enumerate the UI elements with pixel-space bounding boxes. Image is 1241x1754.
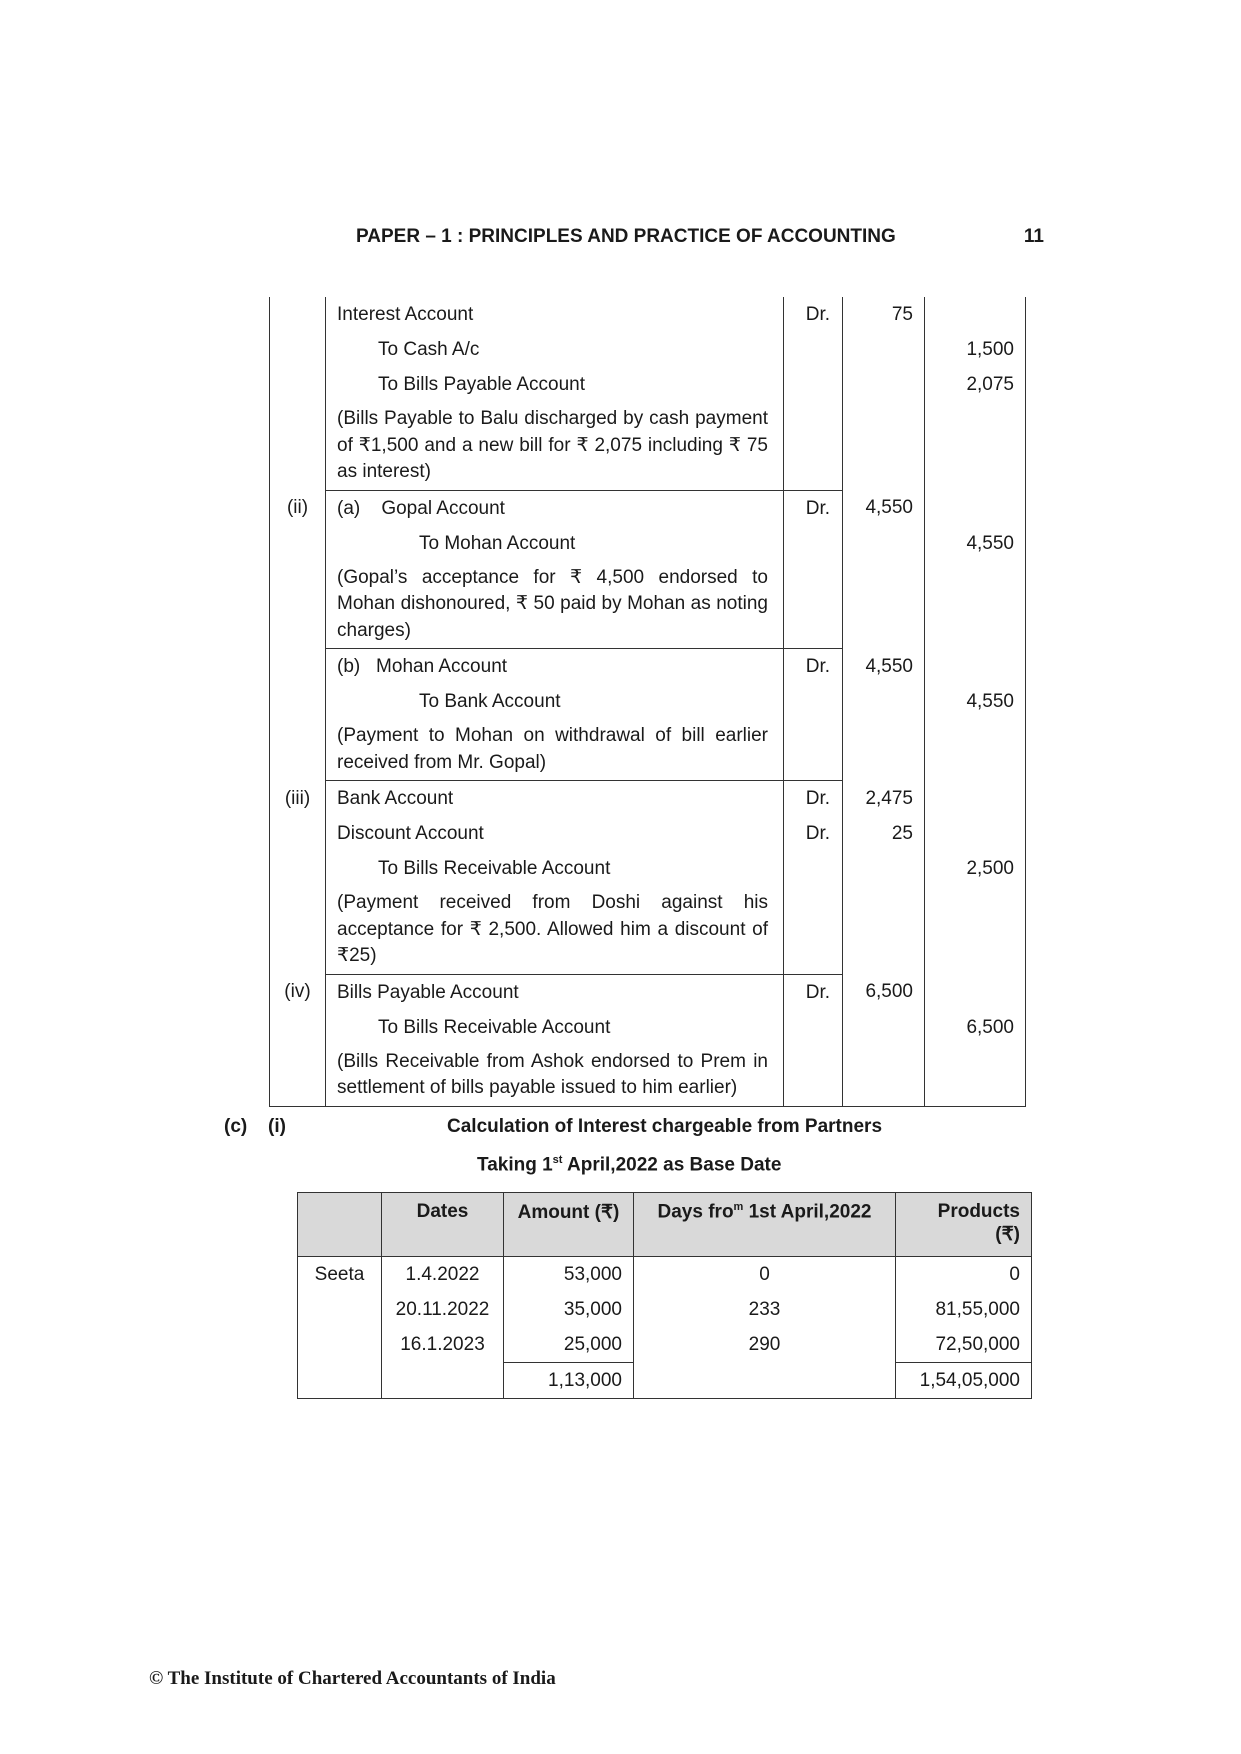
entry-number: (iii) xyxy=(270,781,326,817)
journal-row xyxy=(270,851,1026,886)
table-row xyxy=(298,1257,1032,1293)
total-product: 1,54,05,000 xyxy=(896,1363,1032,1399)
header-dates: Dates xyxy=(382,1193,504,1257)
narration: (Bills Payable to Balu discharged by cash payment of ₹1,500 and a new bill for ₹ 2,075 including ₹ 75 as interest) xyxy=(337,408,768,482)
header-amount: Amount (₹) xyxy=(504,1193,634,1257)
dr-label: Dr. xyxy=(784,649,843,685)
header-products: Products (₹) xyxy=(896,1193,1032,1257)
table-row xyxy=(298,1327,1032,1363)
journal-row xyxy=(270,816,1026,851)
journal-row xyxy=(270,684,1026,719)
days-cell: 233 xyxy=(634,1292,896,1327)
amount-cell: 25,000 xyxy=(504,1327,634,1363)
entry-number: (ii) xyxy=(270,490,326,526)
particulars: (a) Gopal Account xyxy=(326,490,784,526)
debit-amount: 75 xyxy=(843,297,925,332)
journal-row xyxy=(270,719,1026,781)
credit-amount: 6,500 xyxy=(925,1010,1026,1045)
journal-row xyxy=(270,526,1026,561)
entry-number: (iv) xyxy=(270,974,326,1010)
particulars: To Cash A/c xyxy=(326,332,784,367)
credit-amount: 2,500 xyxy=(925,851,1026,886)
days-cell: 290 xyxy=(634,1327,896,1363)
header-days: Days fro$^m$ 1st April,2022 xyxy=(634,1193,896,1257)
dr-label: Dr. xyxy=(784,781,843,817)
journal-row xyxy=(270,974,1026,1010)
particulars: To Bank Account xyxy=(326,684,784,719)
dr-label: Dr. xyxy=(784,297,843,332)
narration: (Payment received from Doshi against his acceptance for ₹ 2,500. Allowed him a discount of ₹25) xyxy=(337,892,768,966)
product-cell: 0 xyxy=(896,1257,1032,1293)
journal-row xyxy=(270,490,1026,526)
debit-amount: 4,550 xyxy=(843,649,925,685)
journal-row xyxy=(270,561,1026,649)
credit-amount: 4,550 xyxy=(925,526,1026,561)
journal-row xyxy=(270,781,1026,817)
particulars: To Mohan Account xyxy=(326,526,784,561)
journal-entries-table xyxy=(269,297,1026,1107)
particulars: To Bills Payable Account xyxy=(326,367,784,402)
credit-amount: 2,075 xyxy=(925,367,1026,402)
footer-copyright: © The Institute of Chartered Accountants of India xyxy=(149,1668,556,1689)
journal-row xyxy=(270,297,1026,332)
dr-label: Dr. xyxy=(784,974,843,1010)
total-amount: 1,13,000 xyxy=(504,1363,634,1399)
journal-row xyxy=(270,402,1026,490)
debit-amount: 25 xyxy=(843,816,925,851)
particulars: Bank Account xyxy=(326,781,784,817)
particulars: To Bills Receivable Account xyxy=(326,1010,784,1045)
table-title: Calculation of Interest chargeable from Partners xyxy=(447,1116,883,1137)
amount-cell: 35,000 xyxy=(504,1292,634,1327)
date-cell: 1.4.2022 xyxy=(382,1257,504,1293)
date-cell: 20.11.2022 xyxy=(382,1292,504,1327)
section-label: (c) xyxy=(224,1116,248,1137)
dr-label: Dr. xyxy=(784,490,843,526)
subsection-label: (i) xyxy=(268,1116,286,1137)
particulars: Discount Account xyxy=(326,816,784,851)
journal-row xyxy=(270,332,1026,367)
particulars: To Bills Receivable Account xyxy=(326,851,784,886)
page-number: 11 xyxy=(1023,226,1044,247)
amount-cell: 53,000 xyxy=(504,1257,634,1293)
product-cell: 72,50,000 xyxy=(896,1327,1032,1363)
header-partner xyxy=(298,1193,382,1257)
product-cell: 81,55,000 xyxy=(896,1292,1032,1327)
debit-amount: 4,550 xyxy=(843,490,925,526)
particulars: Bills Payable Account xyxy=(326,974,784,1010)
particulars: (b) Mohan Account xyxy=(326,649,784,685)
narration: (Gopal’s acceptance for ₹ 4,500 endorsed to Mohan dishonoured, ₹ 50 paid by Mohan as noting charges) xyxy=(337,566,768,641)
journal-row xyxy=(270,367,1026,402)
journal-row xyxy=(270,1045,1026,1107)
table-row xyxy=(298,1292,1032,1327)
journal-row xyxy=(270,1010,1026,1045)
narration: (Payment to Mohan on withdrawal of bill earlier received from Mr. Gopal) xyxy=(337,725,768,773)
journal-row xyxy=(270,649,1026,685)
header-row xyxy=(298,1193,1032,1257)
date-cell: 16.1.2023 xyxy=(382,1327,504,1363)
partner-name: Seeta xyxy=(298,1257,382,1293)
dr-label: Dr. xyxy=(784,816,843,851)
days-cell: 0 xyxy=(634,1257,896,1293)
journal-row xyxy=(270,886,1026,974)
debit-amount: 2,475 xyxy=(843,781,925,817)
particulars: Interest Account xyxy=(326,297,784,332)
interest-calculation-table xyxy=(297,1192,1032,1399)
credit-amount: 1,500 xyxy=(925,332,1026,367)
table-subtitle: Taking 1st April,2022 as Base Date xyxy=(477,1154,782,1176)
page-header-title: PAPER – 1 : PRINCIPLES AND PRACTICE OF ACCOUNTING xyxy=(356,226,896,247)
narration: (Bills Receivable from Ashok endorsed to Prem in settlement of bills payable issued to him earlier) xyxy=(337,1050,768,1098)
debit-amount: 6,500 xyxy=(843,974,925,1010)
total-row xyxy=(298,1363,1032,1399)
credit-amount: 4,550 xyxy=(925,684,1026,719)
